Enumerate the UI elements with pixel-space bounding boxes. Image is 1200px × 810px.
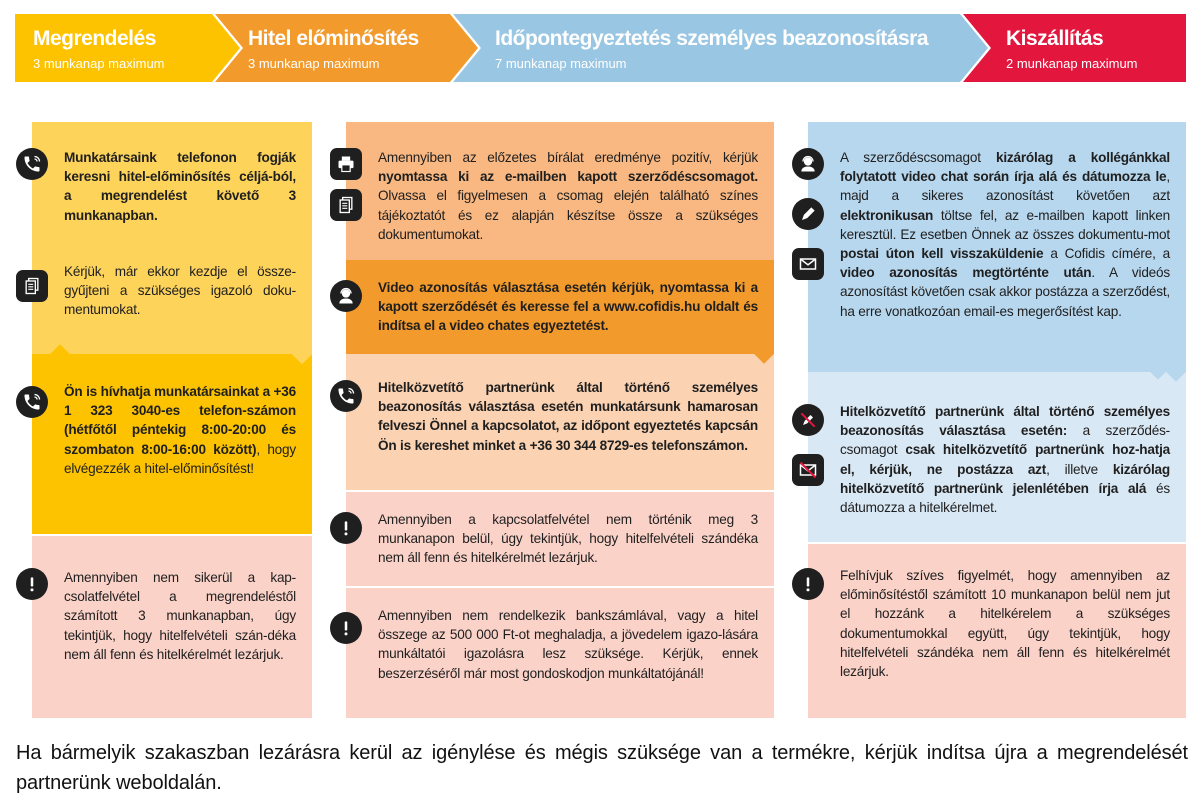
warning-icon	[16, 568, 48, 600]
stage-title-2: Hitel előminősítés	[248, 27, 419, 50]
col3-warning-text: Felhívjuk szíves figyelmét, hogy amennyiben az előminősítéstől számított 10 munkanapon belül nem jut el hozzánk a hitelkérelem a szükséges dokumentumokkal együtt, úgy tekintjük, hogy hitelfelvételi szándéka nem áll fenn és hitelkérelmét lezárjuk.	[840, 568, 1170, 680]
col2-warning-text-1: Amennyiben a kapcsolatfelvétel nem történik meg 3 munkanapon belül, úgy tekintjük, hogy hitelfelvételi szándéka nem áll fenn és hitelkérelmét lezárjuk.	[378, 512, 758, 566]
phone-icon	[16, 148, 48, 180]
phone-icon	[330, 380, 362, 412]
pen-icon	[792, 198, 824, 230]
warning-icon	[330, 612, 362, 644]
col2-partner-text: Hitelközvetítő partnerünk által történő személyes beazonosítás választása esetén munkatársunk hamarosan felveszi Önnel a kapcsolatot, az időpont egyeztetés kapcsán Ön is kereshet minket a +36 30 344 8729-es telefonszámon.	[378, 380, 758, 453]
stage-sub-2: 3 munkanap maximum	[248, 56, 380, 71]
agent-icon	[330, 280, 362, 312]
no-mail-icon	[792, 454, 824, 486]
col3-partner-text: Hitelközvetítő partnerünk által történő személyes beazonosítás választása esetén: a szerződés-csomagot csak hitelközvetítő partnerünk hoz-hatja el, kérjük, ne postázza azt, illetve kizárólag hitelközvetítő partnerünk jelenlétében írja alá és dátumozza a hitelkérelmet.	[840, 404, 1171, 516]
stage-sub-3: 7 munkanap maximum	[495, 56, 627, 71]
col2-video-text: Video azonosítás választása esetén kérjük, nyomtassa ki a kapott szerződését és keresse fel a www.cofidis.hu oldalt és indítsa el a video chates egyeztetést.	[378, 280, 758, 334]
stage-title-1: Megrendelés	[33, 27, 156, 50]
phone-icon	[16, 386, 48, 418]
stage-sub-1: 3 munkanap maximum	[33, 56, 165, 71]
documents-icon	[16, 270, 48, 302]
col1-warning-text: Amennyiben nem sikerül a kap-csolatfelvétel a megrendeléstől számított 3 munkanapban, úgy tekintjük, hogy hitelfelvételi szán-déka nem áll fenn és hitelkérelmét lezárjuk.	[64, 570, 296, 662]
stage-title-4: Kiszállítás	[1006, 27, 1104, 50]
col3-delivery-text: A szerződéscsomagot kizárólag a kollégánkkal folytatott video chat során írja alá és dátumozza le, majd a sikeres azonosítást követően azt elektronikusan töltse fel, az e-mailben kapott linken keresztül. Ez esetben Önnek az összes dokumentu-mot postai úton kell visszaküldenie a Cofidis címére, a video azonosítás megtörténte után. A videós azonosítást követően csak akkor postázza a szerződést, ha erre vonatkozóan email-es megerősítést kap.	[840, 150, 1170, 319]
no-pen-icon	[792, 404, 824, 436]
stage-sub-4: 2 munkanap maximum	[1006, 56, 1138, 71]
agent-icon	[792, 148, 824, 180]
envelope-icon	[792, 248, 824, 280]
col1-call-text: Ön is hívhatja munkatársainkat a +36 1 323 3040-es telefon-számon (hétfőtől péntekig 8:00-20:00 és szombaton 8:00-16:00 között), hogy elvégezzék a hitel-előminősítést!	[64, 384, 296, 476]
documents-icon	[330, 189, 362, 221]
col2-print-text: Amennyiben az előzetes bírálat eredménye pozitív, kérjük nyomtassa ki az e-mailben kapott szerződéscsomagot. Olvassa el figyelmesen a csomag elején található színes tájékoztatót és ez alapján készítse össze a szükséges dokumentumokat.	[378, 150, 758, 242]
warning-icon	[330, 512, 362, 544]
footer-note: Ha bármelyik szakaszban lezárásra kerül az igénylése és mégis szüksége van a termékre, kérjük indítsa újra a megrendelését partnerünk weboldalán.	[16, 742, 1188, 794]
col1-info-text: Munkatársaink telefonon fogják keresni hitel-előminősítés céljá-ból, a megrendelést követő 3 munkanapban.	[64, 150, 296, 223]
stage-title-3: Időpontegyeztetés személyes beazonosításra	[495, 27, 928, 50]
warning-icon	[792, 568, 824, 600]
col1-documents-text: Kérjük, már ekkor kezdje el össze-gyűjteni a szükséges igazoló doku-mentumokat.	[64, 264, 296, 318]
col2-warning-text-2: Amennyiben nem rendelkezik bankszámlával, vagy a hitel összege az 500 000 Ft-ot meghaladja, a jövedelem igazo-lására munkáltatói igazolásra lesz szüksége. Kérjük, ennek beszerzéséről már most gondoskodjon munkáltatójánál!	[378, 608, 758, 681]
printer-icon	[330, 148, 362, 180]
